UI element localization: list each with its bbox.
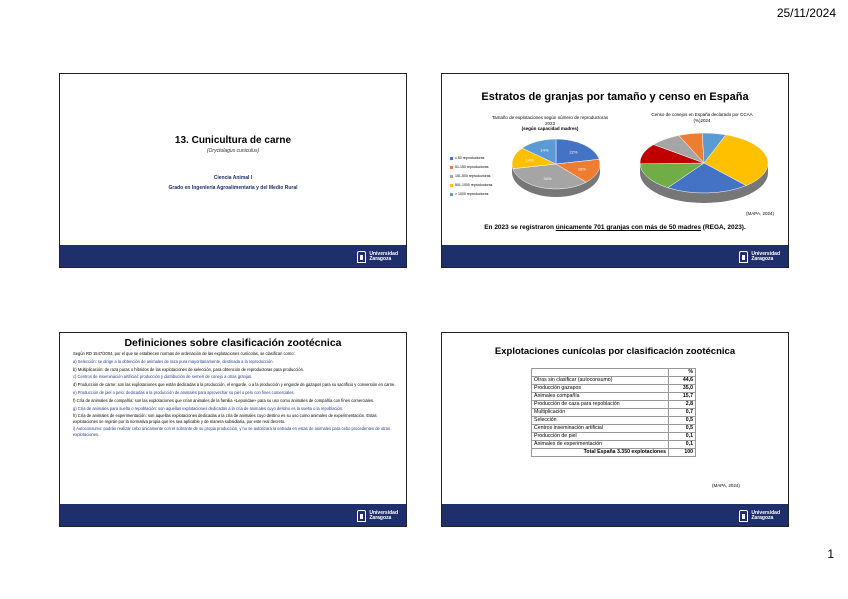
slide-1-title[interactable] — [59, 73, 407, 268]
definition-item: a) Selección: se dirige a la obtención de animales de raza pura mayoritariamente, destinada a la reproducción. — [73, 358, 274, 364]
table-row — [532, 425, 696, 433]
page-number: 1 — [827, 547, 834, 561]
table-total-row — [532, 449, 696, 457]
row-label: Otras sin clasificar (autoconsumo) — [532, 377, 669, 385]
university-shield-icon — [739, 510, 748, 522]
chart1-legend — [450, 154, 514, 199]
definition-item: h) Cría de animales de experimentación: son aquellas explotaciones dedicadas a la cría de animales cuyo destino es su uso como animales de experimentación. Estas explotaciones se regirán por la normativa propia que les sea aplicable y de manera subsidiaria, por este real decreto. — [73, 413, 377, 424]
slide-footer — [60, 245, 406, 267]
slide-subtitle: (Oryctolagus cuniculus) — [206, 148, 260, 154]
row-value: 15,7 — [669, 393, 696, 401]
row-value: 0,5 — [669, 425, 696, 433]
slide-footer — [442, 245, 788, 267]
row-label: Animales de experimentación — [532, 441, 669, 449]
course-name: Ciencia Animal I — [213, 175, 253, 181]
farm-registry-note: En 2023 se registraron únicamente 701 granjas con más de 50 madres (REGA, 2023). — [484, 224, 746, 231]
classification-table — [531, 368, 696, 457]
table-row — [532, 401, 696, 409]
university-logo: Universidad Zaragoza — [739, 251, 780, 263]
legend-swatch — [450, 193, 453, 196]
legend-entry: > 1000 reproductoras — [450, 190, 514, 199]
definition-item: f) Cría de animales de compañía: son las explotaciones que crían animales de la familia «Leporidae» para su uso como animales de compañía con fines comerciales. — [73, 397, 375, 403]
legend-swatch — [450, 157, 453, 160]
row-label: Producción de caza para repoblación — [532, 401, 669, 409]
row-value: 0,1 — [669, 441, 696, 449]
university-logo: Universidad Zaragoza — [357, 510, 398, 522]
definition-item: c) Centros de inseminación artificial: producción y distribución de semen de conejo a otras granjas. — [73, 374, 253, 380]
row-value: 2,8 — [669, 401, 696, 409]
university-shield-icon — [357, 510, 366, 522]
slide-2-farm-strata[interactable] — [441, 73, 789, 268]
university-logo: Universidad Zaragoza — [357, 251, 398, 263]
university-logo: Universidad Zaragoza — [739, 510, 780, 522]
table-row — [532, 385, 696, 393]
row-label: Multiplicación — [532, 409, 669, 417]
pie-slice-label: 16% — [577, 166, 586, 172]
table-row — [532, 441, 696, 449]
table-source: (MAPA, 2024) — [712, 483, 740, 488]
definitions-intro: Según RD 1547/2004, por el que se establecen normas de ordenación de las explotaciones cunícolas, se clasifican como: — [73, 351, 295, 356]
row-label: Selección — [532, 417, 669, 425]
slide-title: 13. Cunicultura de carne — [174, 135, 292, 146]
table-row — [532, 393, 696, 401]
total-label: Total España 3.350 explotaciones — [532, 449, 669, 457]
row-label: Producción de piel — [532, 433, 669, 441]
pie-slice-label: 34% — [543, 176, 552, 182]
ccaa-census-pie-chart — [634, 129, 774, 209]
table-row — [532, 417, 696, 425]
row-label: Producción gazapos — [532, 385, 669, 393]
pie-slice-label: 14% — [540, 147, 549, 153]
chart1-title: Tamaño de explotaciones según número de reproductoras 2023 (según capacidad madres) — [491, 115, 609, 131]
total-value: 100 — [669, 449, 696, 457]
university-shield-icon — [357, 251, 366, 263]
definition-item: d) Producción de carne: son las explotaciones que están dedicadas a la producción, el engorde, o a la producción y engorde de gazapos para su sacrificio y conversión en carne. — [73, 382, 396, 388]
row-label: Centros inseminación artificial — [532, 425, 669, 433]
definition-item: i) Autoconsumo: podrán realizar cebo únicamente con el sobrante de su propia producción, y no se autorizará la entrada en estas de animales para cebo procedentes de otras explotaciones. — [73, 426, 391, 437]
university-shield-icon — [739, 251, 748, 263]
legend-swatch — [450, 175, 453, 178]
table-row — [532, 433, 696, 441]
legend-entry: 51-150 reproductoras — [450, 163, 514, 172]
legend-swatch — [450, 166, 453, 169]
row-value: 0,1 — [669, 433, 696, 441]
row-value: 44,6 — [669, 377, 696, 385]
print-date: 25/11/2024 — [776, 6, 836, 20]
chart2-title: Censo de conejos en España declarado por CCAA (%)2024 — [651, 112, 753, 123]
pie-slice-label: 14% — [525, 157, 534, 163]
farm-size-pie-chart — [506, 134, 606, 204]
legend-entry: 501-1000 reproductoras — [450, 181, 514, 190]
pie-slice-label: 22% — [569, 149, 578, 155]
chart-source: (MAPA, 2024) — [746, 211, 774, 216]
row-value: 0,7 — [669, 409, 696, 417]
legend-entry: 151-500 reproductoras — [450, 172, 514, 181]
legend-swatch — [450, 184, 453, 187]
slide-title: Estratos de granjas por tamaño y censo en España — [481, 91, 749, 103]
slide-title: Definiciones sobre clasificación zootécnica — [124, 337, 342, 349]
slide-4-classification-table[interactable] — [441, 332, 789, 527]
legend-entry: ≤ 50 reproductoras — [450, 154, 514, 163]
table-header-row: % — [532, 369, 696, 377]
definition-item: e) Producción de piel o pelo: dedicadas a la producción de animales para aprovechar su piel o pelo con fines comerciales. — [73, 389, 295, 395]
row-label: Animales compañía — [532, 393, 669, 401]
row-value: 0,5 — [669, 417, 696, 425]
table-row — [532, 409, 696, 417]
definition-item: b) Multiplicación: de raza puras o híbridos de las explotaciones de selección, para obtención de reproductoras para producción. — [73, 366, 304, 372]
slide-title: Explotaciones cunícolas por clasificación zootécnica — [494, 346, 736, 357]
definition-item: g) Cría de animales para suelta o repoblación: son aquellas explotaciones dedicadas a la cría de animales cuyo destino es la suelta o la repoblación. — [73, 405, 344, 411]
slide-footer — [442, 504, 788, 526]
definitions-text — [73, 351, 396, 440]
row-value: 35,0 — [669, 385, 696, 393]
slide-3-definitions[interactable] — [59, 332, 407, 527]
table-row — [532, 377, 696, 385]
degree-name: Grado en Ingeniería Agroalimentaria y del Medio Rural — [168, 185, 298, 191]
slide-footer — [60, 504, 406, 526]
